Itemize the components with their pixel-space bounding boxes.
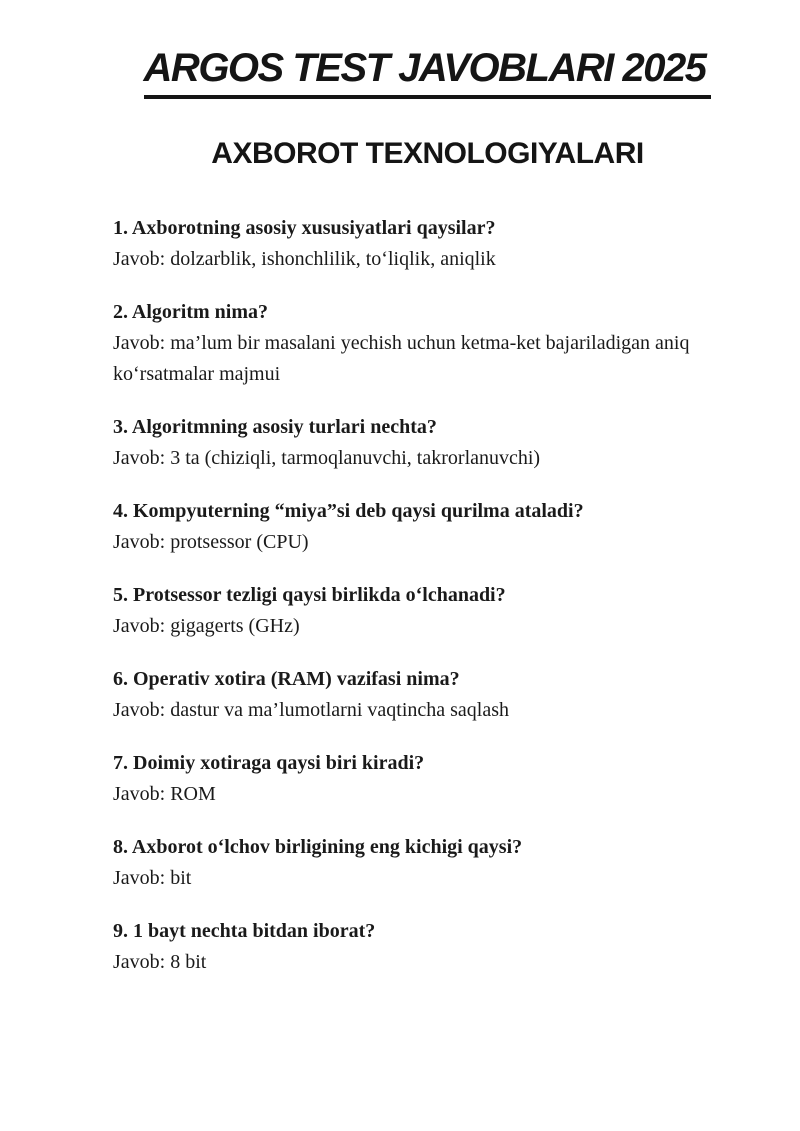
qa-list (113, 213, 742, 978)
qa-item (113, 297, 742, 390)
question-text: 6. Operativ xotira (RAM) vazifasi nima? (113, 668, 460, 690)
answer-text: Javob: dastur va ma’lumotlarni vaqtincha saqlash (113, 699, 510, 721)
answer-text: Javob: protsessor (CPU) (113, 531, 309, 553)
document-subtitle: AXBOROT TEXNOLOGIYALARI (211, 137, 644, 170)
question-text: 5. Protsessor tezligi qaysi birlikda o‘lchanadi? (113, 584, 506, 606)
qa-item (113, 496, 742, 558)
answer-text: Javob: 3 ta (chiziqli, tarmoqlanuvchi, takrorlanuvchi) (113, 447, 541, 469)
qa-item (113, 580, 742, 642)
qa-item (113, 916, 742, 978)
answer-text: Javob: ma’lum bir masalani yechish uchun ketma-ket bajariladigan aniq ko‘rsatmalar majmui (113, 332, 690, 385)
question-text: 2. Algoritm nima? (113, 301, 268, 323)
question-text: 3. Algoritmning asosiy turlari nechta? (113, 416, 437, 438)
qa-item (113, 832, 742, 894)
answer-text: Javob: ROM (113, 783, 216, 805)
qa-item (113, 412, 742, 474)
question-text: 9. 1 bayt nechta bitdan iborat? (113, 920, 376, 942)
answer-text: Javob: gigagerts (GHz) (113, 615, 300, 637)
question-text: 7. Doimiy xotiraga qaysi biri kiradi? (113, 752, 425, 774)
qa-item (113, 748, 742, 810)
question-text: 4. Kompyuterning “miya”si deb qaysi qurilma ataladi? (113, 500, 584, 522)
answer-text: Javob: 8 bit (113, 951, 207, 973)
answer-text: Javob: dolzarblik, ishonchlilik, to‘liqlik, aniqlik (113, 248, 496, 270)
document-title: ARGOS TEST JAVOBLARI 2025 (144, 46, 712, 99)
qa-item (113, 664, 742, 726)
qa-item (113, 213, 742, 275)
answer-text: Javob: bit (113, 867, 192, 889)
question-text: 8. Axborot o‘lchov birligining eng kichigi qaysi? (113, 836, 523, 858)
question-text: 1. Axborotning asosiy xususiyatlari qaysilar? (113, 217, 496, 239)
